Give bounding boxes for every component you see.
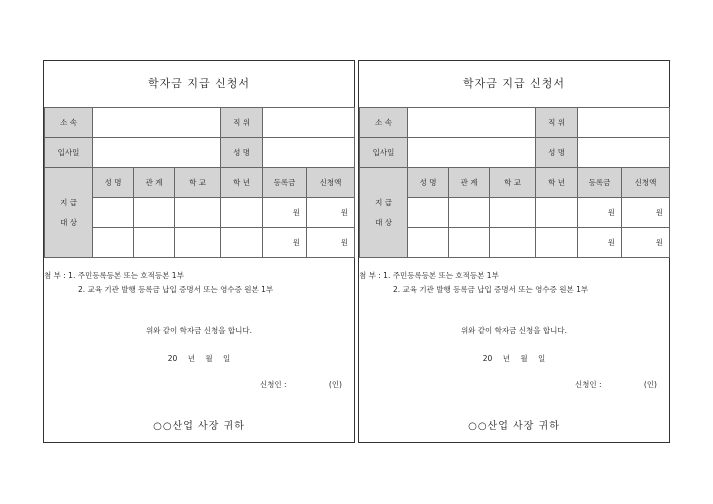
row2-relation-field[interactable] [449, 228, 490, 258]
hire-date-field[interactable] [93, 138, 221, 168]
row1-tuition-field[interactable] [263, 198, 307, 228]
name-field[interactable] [578, 138, 670, 168]
position-label: 직 위 [221, 108, 263, 138]
col-header-grade: 학 년 [536, 168, 578, 198]
seal-mark: (인) [643, 380, 657, 389]
date-line: 20 년 월 일 [167, 354, 231, 363]
won-unit: 원 [292, 208, 301, 217]
applicant-line [260, 379, 342, 390]
row2-tuition-field[interactable] [263, 228, 307, 258]
row1-relation-field[interactable] [134, 198, 175, 228]
position-field[interactable] [578, 108, 670, 138]
applicant-label: 신청인 : [574, 380, 602, 389]
col-header-relation: 관 계 [134, 168, 175, 198]
payment-target-label [360, 168, 408, 258]
confirmation-text: 위와 같이 학자금 신청을 합니다. [145, 326, 253, 335]
row2-name-field[interactable] [93, 228, 134, 258]
form-table [44, 107, 355, 258]
row2-requested-field[interactable] [622, 228, 670, 258]
affiliation-field[interactable] [93, 108, 221, 138]
form-title: 학자금 지급 신청서 [147, 77, 250, 90]
col-header-relation: 관 계 [449, 168, 490, 198]
col-header-tuition: 등록금 [578, 168, 622, 198]
form-table [359, 107, 670, 258]
col-header-requested: 신청액 [622, 168, 670, 198]
payment-target-label-1: 지 급 [60, 198, 77, 207]
row2-tuition-field[interactable] [578, 228, 622, 258]
name-label: 성 명 [221, 138, 263, 168]
attachment-note-2: 2. 교육 기관 발행 등록금 납입 증명서 또는 영수증 원본 1부 [393, 285, 589, 294]
position-field[interactable] [263, 108, 355, 138]
col-header-requested: 신청액 [307, 168, 355, 198]
row1-relation-field[interactable] [449, 198, 490, 228]
row2-school-field[interactable] [175, 228, 221, 258]
col-header-grade: 학 년 [221, 168, 263, 198]
payment-target-label-2: 대 상 [375, 218, 392, 227]
attachment-note-2: 2. 교육 기관 발행 등록금 납입 증명서 또는 영수증 원본 1부 [78, 285, 274, 294]
applicant-label: 신청인 : [259, 380, 287, 389]
row2-requested-field[interactable] [307, 228, 355, 258]
row1-grade-field[interactable] [221, 198, 263, 228]
row2-grade-field[interactable] [536, 228, 578, 258]
position-label: 직 위 [536, 108, 578, 138]
row2-relation-field[interactable] [134, 228, 175, 258]
payment-target-label-1: 지 급 [375, 198, 392, 207]
name-field[interactable] [263, 138, 355, 168]
row2-school-field[interactable] [490, 228, 536, 258]
row1-school-field[interactable] [490, 198, 536, 228]
name-label: 성 명 [536, 138, 578, 168]
addressee: ○○산업 사장 귀하 [468, 421, 560, 432]
addressee: ○○산업 사장 귀하 [153, 421, 245, 432]
row1-name-field[interactable] [93, 198, 134, 228]
col-header-name: 성 명 [408, 168, 449, 198]
won-unit: 원 [607, 208, 616, 217]
affiliation-field[interactable] [408, 108, 536, 138]
applicant-line [575, 379, 657, 390]
form-title: 학자금 지급 신청서 [462, 77, 565, 90]
won-unit: 원 [607, 238, 616, 247]
won-unit: 원 [340, 208, 349, 217]
row2-grade-field[interactable] [221, 228, 263, 258]
application-form-right [358, 60, 670, 443]
col-header-name: 성 명 [93, 168, 134, 198]
payment-target-label-2: 대 상 [60, 218, 77, 227]
hire-date-label: 입사일 [360, 138, 408, 168]
col-header-school: 학 교 [490, 168, 536, 198]
payment-target-label [45, 168, 93, 258]
date-line: 20 년 월 일 [482, 354, 546, 363]
confirmation-text: 위와 같이 학자금 신청을 합니다. [460, 326, 568, 335]
row1-school-field[interactable] [175, 198, 221, 228]
row1-requested-field[interactable] [622, 198, 670, 228]
attachment-notes [44, 269, 273, 297]
hire-date-field[interactable] [408, 138, 536, 168]
row1-name-field[interactable] [408, 198, 449, 228]
affiliation-label: 소 속 [45, 108, 93, 138]
attachment-note-1: 첨 부 : 1. 주민등록등본 또는 호적등본 1부 [359, 271, 499, 280]
attachment-note-1: 첨 부 : 1. 주민등록등본 또는 호적등본 1부 [44, 271, 184, 280]
row1-requested-field[interactable] [307, 198, 355, 228]
affiliation-label: 소 속 [360, 108, 408, 138]
won-unit: 원 [655, 238, 664, 247]
seal-mark: (인) [328, 380, 342, 389]
col-header-school: 학 교 [175, 168, 221, 198]
col-header-tuition: 등록금 [263, 168, 307, 198]
hire-date-label: 입사일 [45, 138, 93, 168]
application-form-left [43, 60, 355, 443]
row2-name-field[interactable] [408, 228, 449, 258]
row1-tuition-field[interactable] [578, 198, 622, 228]
won-unit: 원 [655, 208, 664, 217]
attachment-notes [359, 269, 588, 297]
row1-grade-field[interactable] [536, 198, 578, 228]
won-unit: 원 [292, 238, 301, 247]
won-unit: 원 [340, 238, 349, 247]
